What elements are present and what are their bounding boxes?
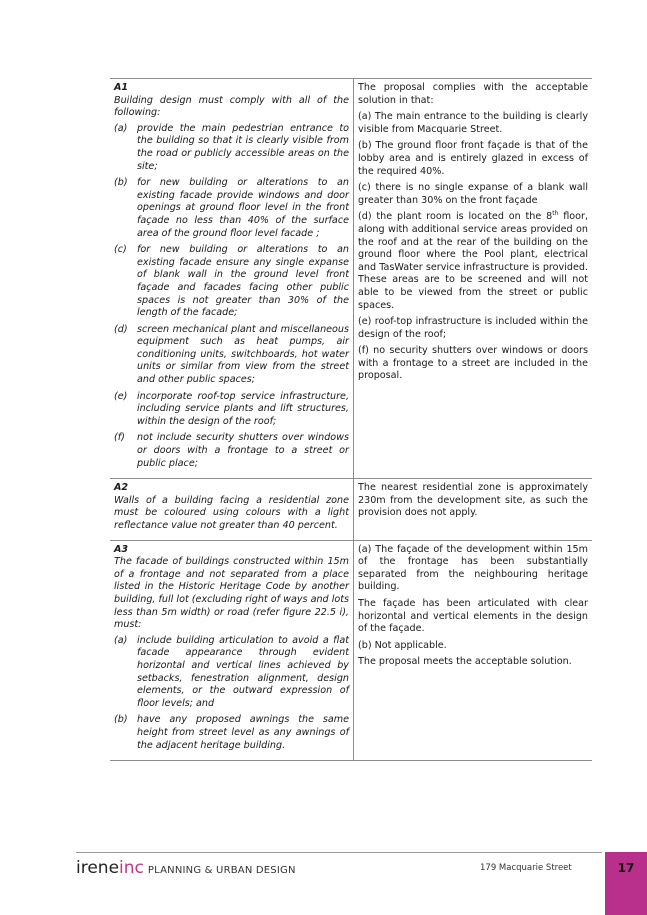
table-row-a1 <box>110 79 592 479</box>
response-paragraph: (a) The façade of the development within 15m of the frontage has been substantially separated from the neighbouring heritage building. <box>358 543 588 593</box>
response-paragraph: (a) The main entrance to the building is clearly visible from Macquarie Street. <box>358 111 588 135</box>
clause-item: (b) have any proposed awnings the same height from street level as any awnings of the adjacent heritage building. <box>114 714 349 751</box>
brand-logo <box>76 858 296 878</box>
clause-item: (e) incorporate roof-top service infrastructure, including service plants and lift structures, within the design of the roof; <box>114 390 349 427</box>
clause-item: (a) include building articulation to avoid a flat facade appearance through evident horizontal and vertical lines achieved by setbacks, fenestration alignment, design elements, or the outward expression of floor levels; and <box>114 634 349 709</box>
clause-intro: Walls of a building facing a residential zone must be coloured using colours with a light reflectance value not greater than 40 percent. <box>114 494 349 531</box>
response-cell-a3 <box>354 540 593 761</box>
requirement-cell-a1 <box>110 79 354 479</box>
clause-item: (a) provide the main pedestrian entrance to the building so that it is clearly visible from the road or publicly accessible areas on the site; <box>114 122 349 172</box>
clause-item: (d) screen mechanical plant and miscellaneous equipment such as heat pumps, air conditioning units, switchboards, hot water units or similar from view from the street and other public spaces; <box>114 323 349 386</box>
response-paragraph: The proposal meets the acceptable solution. <box>358 656 572 668</box>
response-paragraph: The façade has been articulated with clear horizontal and vertical elements in the design of the façade. <box>358 597 588 635</box>
response-paragraph: The proposal complies with the acceptable solution in that: <box>358 82 588 106</box>
response-paragraph: (e) roof-top infrastructure is included within the design of the roof; <box>358 316 588 340</box>
clause-intro: Building design must comply with all of the following: <box>114 94 349 119</box>
response-paragraph: (c) there is no single expanse of a blank wall greater than 30% on the front façade <box>358 182 588 206</box>
response-paragraph: (b) Not applicable. <box>358 639 447 651</box>
response-paragraph: The nearest residential zone is approximately 230m from the development site, as such the provision does not apply. <box>358 482 588 519</box>
clause-item: (f) not include security shutters over windows or doors with a frontage to a street or public place; <box>114 432 349 469</box>
response-cell-a2 <box>354 479 593 540</box>
page-number-box <box>605 852 647 915</box>
response-paragraph: (f) no security shutters over windows or doors with a frontage to a street are included in the proposal. <box>358 345 588 382</box>
footer-divider <box>76 852 602 853</box>
table-row-a3 <box>110 540 592 761</box>
table-row-a2 <box>110 479 592 540</box>
brand-accent-text: inc <box>119 858 144 878</box>
brand-main-text: irene <box>76 858 120 878</box>
clause-code: A2 <box>114 482 129 494</box>
clause-intro: The facade of buildings constructed within 15m of a frontage and not separated from a place listed in the Historic Heritage Code by another building, full lot (excluding right of ways and lots less than 5m width) or road (refer figure 22.5 i), must: <box>114 556 349 631</box>
response-paragraph-d: (d) the plant room is located on the 8th floor, along with additional service areas provided on the roof and at the rear of the building on the ground floor where the Pool plant, electrical and TasWater service infrastructure is provided. These areas are to be screened and will not able to be viewed from the street or public spaces. <box>358 210 589 311</box>
page-number: 17 <box>617 861 635 875</box>
response-paragraph: (b) The ground floor front façade is that of the lobby area and is entirely glazed in excess of the required 40%. <box>358 140 588 177</box>
footer-address: 179 Macquarie Street <box>480 863 572 873</box>
clause-item: (c) for new building or alterations to an existing facade ensure any single expanse of blank wall in the ground level front façade and facades facing other public spaces is not greater than 30% of the length of the facade; <box>114 244 349 319</box>
requirement-cell-a3 <box>110 540 354 761</box>
clause-item: (b) for new building or alterations to an existing facade provide windows and door openings at ground floor level in the front façade no less than 40% of the surface area of the ground floor level facade ; <box>114 177 349 239</box>
response-cell-a1 <box>354 79 593 479</box>
clause-code: A3 <box>114 543 129 555</box>
requirement-cell-a2 <box>110 479 354 540</box>
brand-tagline: PLANNING & URBAN DESIGN <box>147 865 296 876</box>
clause-code: A1 <box>114 82 129 93</box>
compliance-table <box>110 78 592 761</box>
